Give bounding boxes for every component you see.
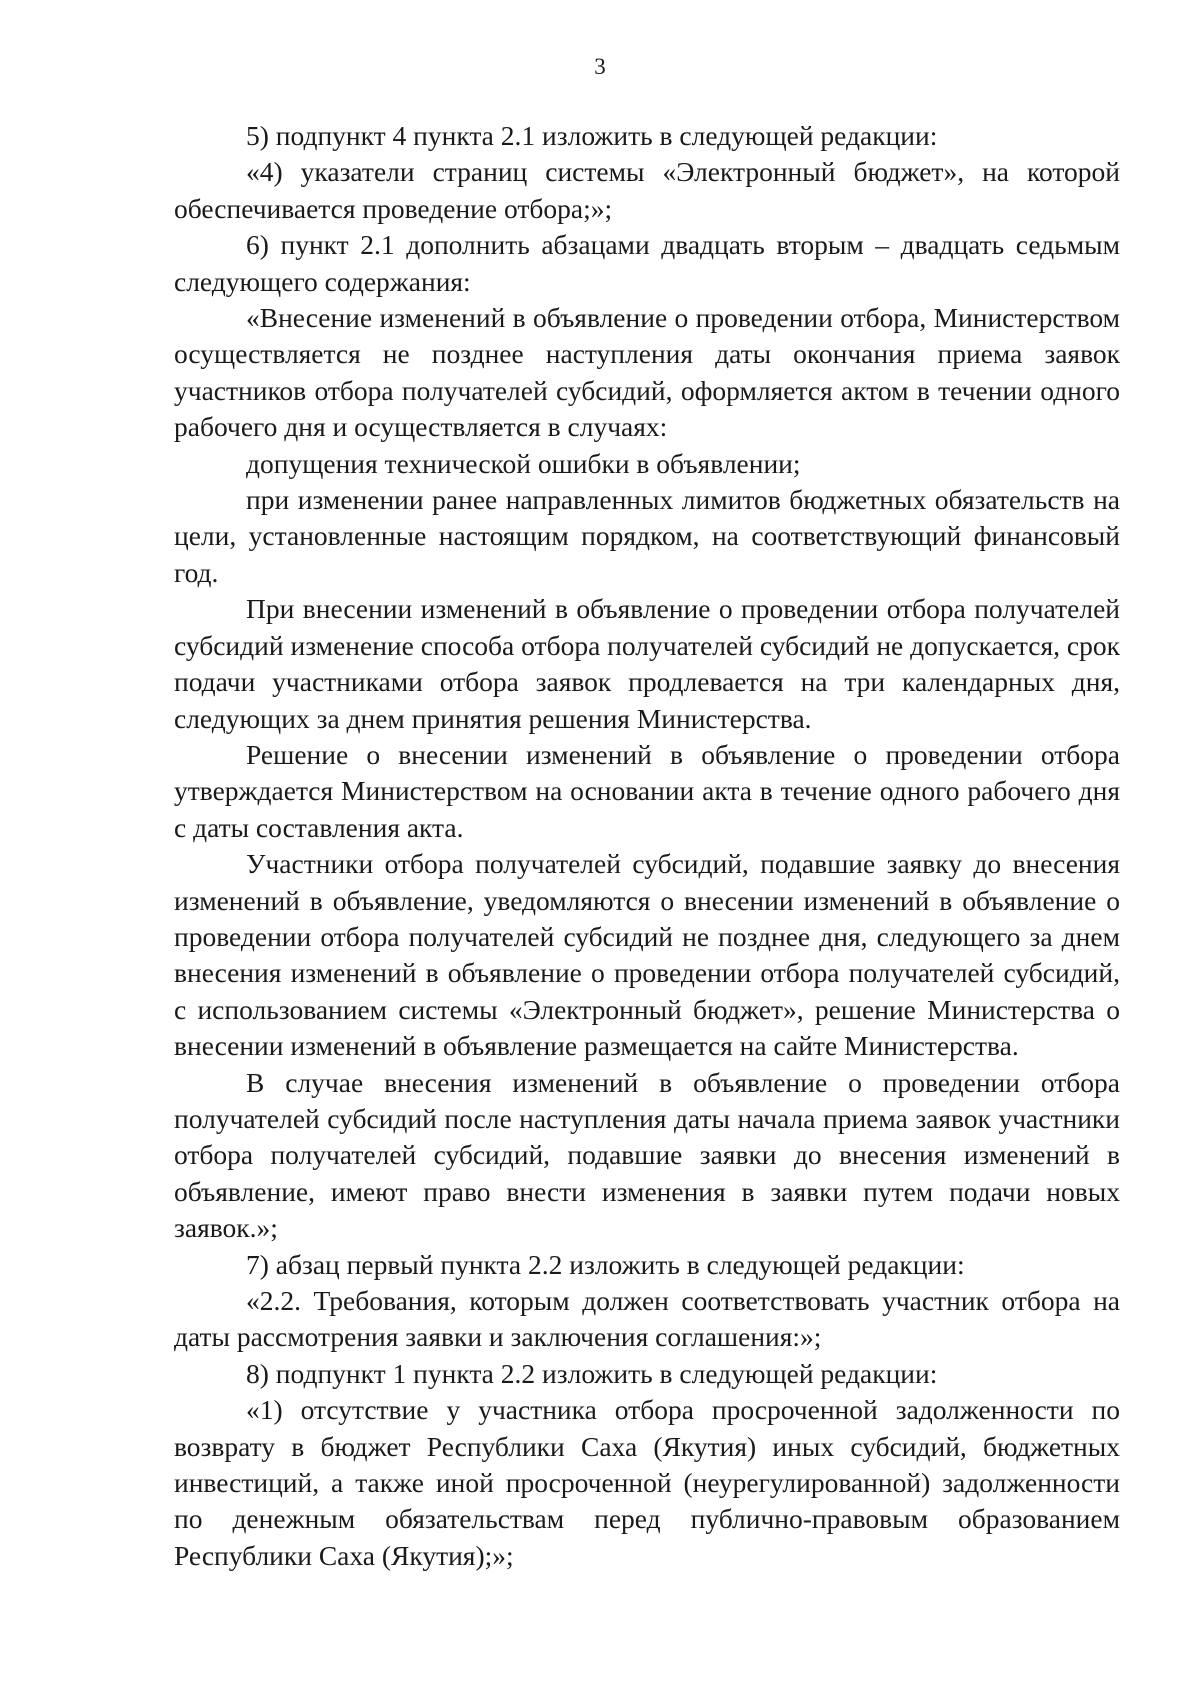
paragraph-quote-no-debt: «1) отсутствие у участника отбора просроченной задолженности по возврату в бюджет Республики Саха (Якутия) иных субсидий, бюджетных инвестиций, а также иной просроченной (неурегулированной) задолженности по денежным обязательствам перед публично-правовым образованием Республики Саха (Якутия);»; (174, 1394, 1120, 1571)
paragraph-item-7: 7) абзац первый пункта 2.2 изложить в следующей редакции: (246, 1248, 965, 1280)
paragraph-limits-change: при изменении ранее направленных лимитов бюджетных обязательств на цели, установленные настоящим порядком, на соответствующий финансовый год. (174, 484, 1120, 588)
page-number: 3 (594, 54, 606, 79)
paragraph-quote-item-4: «4) указатели страниц системы «Электронный бюджет», на которой обеспечивается проведение отбора;»; (174, 156, 1120, 224)
paragraph-item-6: 6) пункт 2.1 дополнить абзацами двадцать вторым – двадцать седьмым следующего содержания: (174, 229, 1120, 297)
paragraph-item-8: 8) подпункт 1 пункта 2.2 изложить в следующей редакции: (246, 1357, 938, 1389)
paragraph-quote-requirements: «2.2. Требования, которым должен соответствовать участник отбора на даты рассмотрения заявки и заключения соглашения:»; (174, 1285, 1120, 1353)
paragraph-item-5: 5) подпункт 4 пункта 2.1 изложить в следующей редакции: (246, 120, 938, 151)
paragraph-after-start-date: В случае внесения изменений в объявление о проведении отбора получателей субсидий после наступления даты начала приема заявок участники отбора получателей субсидий, подавшие заявки до внесения изменений в объявление, имеют право внести изменения в заявки путем подачи новых заявок.»; (174, 1066, 1120, 1244)
paragraph-technical-error: допущения технической ошибки в объявлении; (246, 447, 801, 479)
paragraph-quote-amendments: «Внесение изменений в объявление о проведении отбора, Министерством осуществляется не позднее наступления даты окончания приема заявок участников отбора получателей субсидий, оформляется актом в течении одного рабочего дня и осуществляется в случаях: (174, 302, 1120, 443)
document-body (174, 118, 1120, 1574)
paragraph-participants-notice: Участники отбора получателей субсидий, подавшие заявку до внесения изменений в объявление, уведомляются о внесении изменений в объявление о проведении отбора получателей субсидий не позднее дня, следующего за днем внесения изменений в объявление о проведении отбора получателей субсидий, с использованием системы «Электронный бюджет», решение Министерства о внесении изменений в объявление размещается на сайте Министерства. (174, 848, 1120, 1062)
paragraph-decision-approval: Решение о внесении изменений в объявление о проведении отбора утверждается Министерством на основании акта в течение одного рабочего дня с даты составления акта. (174, 738, 1120, 843)
paragraph-selection-method: При внесении изменений в объявление о проведении отбора получателей субсидий изменение способа отбора получателей субсидий не допускается, срок подачи участниками отбора заявок продлевается на три календарных дня, следующих за днем принятия решения Министерства. (174, 593, 1120, 734)
